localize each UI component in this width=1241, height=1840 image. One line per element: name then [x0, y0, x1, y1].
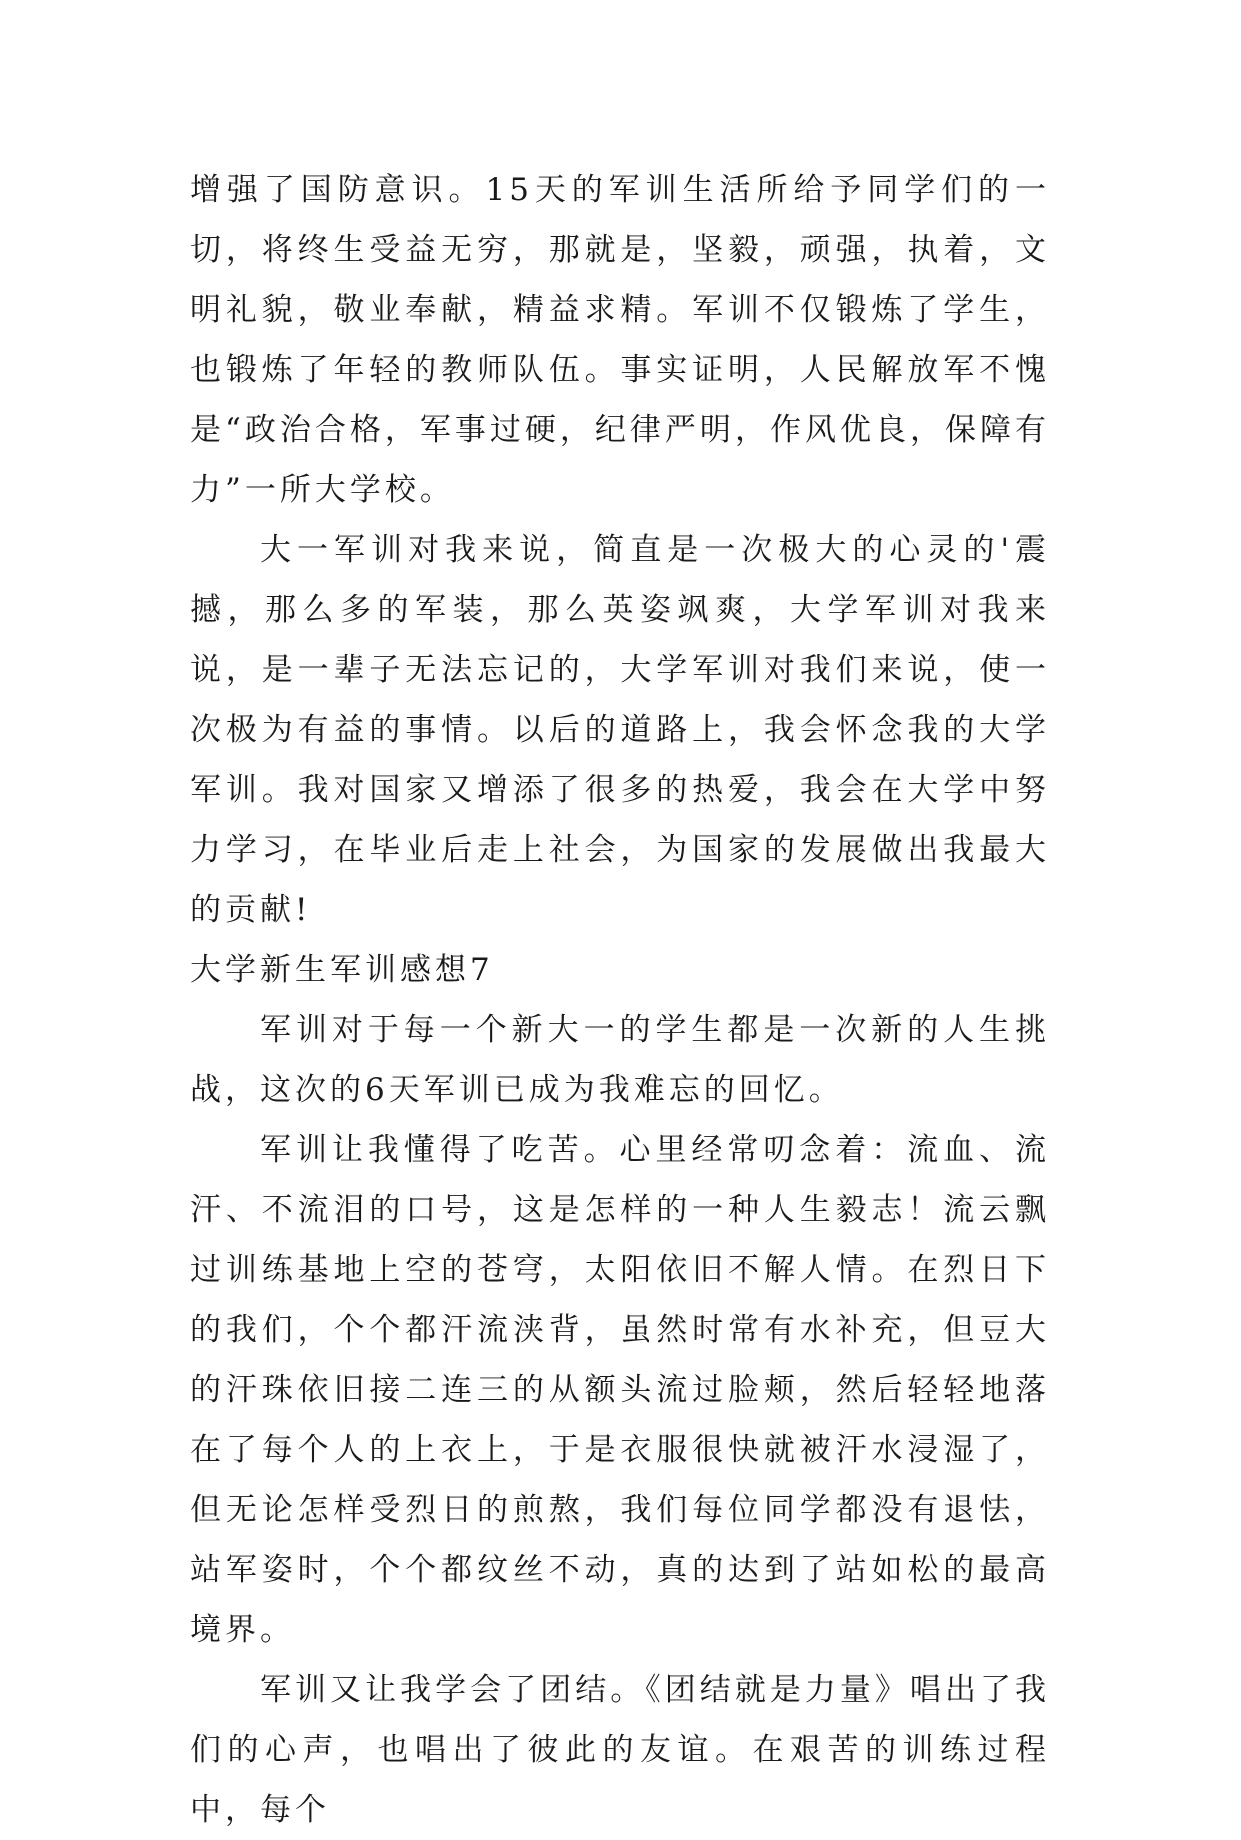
paragraph: 大一军训对我来说，简直是一次极大的心灵的'震撼，那么多的军装，那么英姿飒爽，大学军训对我来说，是一辈子无法忘记的，大学军训对我们来说，使一次极为有益的事情。以后的道路上，我会怀念我的大学军训。我对国家又增添了很多的热爱，我会在大学中努力学习，在毕业后走上社会，为国家的发展做出我最大的贡献!	[190, 532, 1050, 928]
paragraph: 军训对于每一个新大一的学生都是一次新的人生挑战，这次的6天军训已成为我难忘的回忆。	[190, 1012, 1050, 1108]
document-body	[190, 160, 1050, 1840]
paragraph-continuation: 增强了国防意识。15天的军训生活所给予同学们的一切，将终生受益无穷，那就是，坚毅，顽强，执着，文明礼貌，敬业奉献，精益求精。军训不仅锻炼了学生，也锻炼了年轻的教师队伍。事实证明，人民解放军不愧是“政治合格，军事过硬，纪律严明，作风优良，保障有力”一所大学校。	[190, 172, 1050, 508]
paragraph: 军训又让我学会了团结。《团结就是力量》唱出了我们的心声，也唱出了彼此的友谊。在艰苦的训练过程中，每个	[190, 1672, 1050, 1828]
paragraph: 军训让我懂得了吃苦。心里经常叨念着：流血、流汗、不流泪的口号，这是怎样的一种人生毅志！流云飘过训练基地上空的苍穹，太阳依旧不解人情。在烈日下的我们，个个都汗流浃背，虽然时常有水补充，但豆大的汗珠依旧接二连三的从额头流过脸颊，然后轻轻地落在了每个人的上衣上，于是衣服很快就被汗水浸湿了，但无论怎样受烈日的煎熬，我们每位同学都没有退怯，站军姿时，个个都纹丝不动，真的达到了站如松的最高境界。	[190, 1132, 1050, 1648]
section-heading: 大学新生军训感想7	[190, 952, 494, 988]
